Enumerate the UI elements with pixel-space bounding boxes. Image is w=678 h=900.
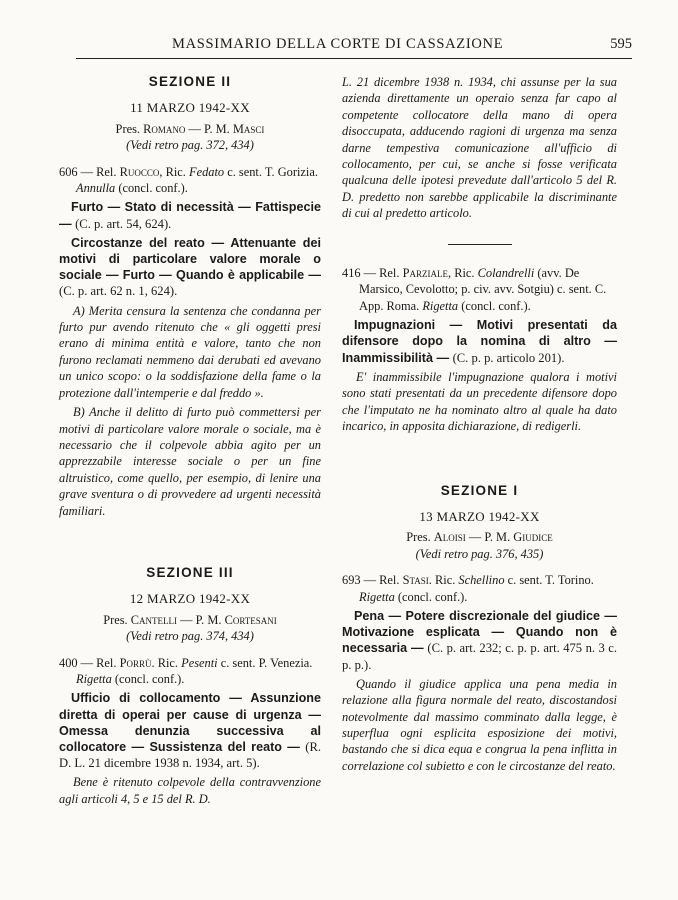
text-run: c. sent. <box>507 573 543 588</box>
case-entry-606 <box>59 164 321 197</box>
maxim-paragraph: Bene è ritenuto colpevole della contravvenzione agli articoli 4, 5 e 15 del R. D. <box>59 775 321 806</box>
text-run: (avv. <box>537 266 562 281</box>
text-run: Colandrelli <box>477 266 535 281</box>
text-run: 400 — Rel. <box>59 655 117 670</box>
text-run: c. sent. P. <box>220 655 268 670</box>
maxim-paragraph-continued: L. 21 dicembre 1938 n. 1934, chi assunse per la sua azienda direttamente un operaio senza far capo al competente collocatore della mano di opera disoccupata, adducendo ragioni di urgenza ma senza darne tempestiva comunicazione all'ufficio di collocamento, per cui, se anche si fosse verificata qualcuna delle ipotesi prevedute dall'articolo 5 del R. D. predetto non sarebbe applicabile la discriminante di cui al predetto articolo. <box>342 75 617 221</box>
text-run: (concl. conf.). <box>118 181 188 196</box>
text-run: T. Torino. <box>545 573 594 588</box>
text-run: (concl. conf.). <box>114 671 185 686</box>
court-composition <box>59 612 321 628</box>
maxim-paragraph: E' inammissibile l'impugnazione qualora i motivi sono stati presentati da un precedente difensore dopo che l'imputato ne ha nominato altro al quale ha dato incarico, in apposita dichiarazione, di redigerli. <box>342 369 617 434</box>
hearing-date: 13 MARZO 1942-XX <box>419 508 540 524</box>
text-run: Pres. <box>103 612 128 627</box>
text-run: Fedato <box>189 164 225 179</box>
headnote <box>59 690 321 771</box>
text-run: Ric. <box>454 266 475 281</box>
text-run: (R. D. L. 21 dicembre 1938 n. 1934, art. 5). <box>59 739 322 771</box>
right-column <box>342 74 617 774</box>
hearing-date: 11 MARZO 1942-XX <box>130 100 250 116</box>
text-run: Giudice <box>513 530 553 545</box>
text-run: (concl. conf.). <box>397 589 468 604</box>
text-run: Rigetta <box>422 298 459 313</box>
text-run: Romano <box>143 121 186 136</box>
section-title: SEZIONE I <box>440 482 519 498</box>
cross-reference: (Vedi retro pag. 372, 434) <box>126 138 254 153</box>
text-run: Ric. <box>434 573 456 588</box>
section-title: SEZIONE II <box>148 74 232 89</box>
court-composition <box>342 529 617 545</box>
text-run: Rigetta <box>76 671 112 686</box>
text-run: 693 — Rel. <box>342 573 400 588</box>
text-run: (C. p. art. 54, 624). <box>75 216 172 231</box>
section-title: SEZIONE III <box>146 564 234 580</box>
text-run: Pres. <box>406 530 431 545</box>
text-run: (C. p. p. articolo 201). <box>452 350 565 365</box>
headnote <box>342 608 617 673</box>
text-run: 416 — Rel. <box>342 266 400 281</box>
text-run: 606 — Rel. <box>59 164 117 179</box>
text-run: (C. p. art. 62 n. 1, 624). <box>59 284 178 299</box>
text-run: — P. M. <box>180 612 222 627</box>
text-run: Pena — Potere discrezionale del giudice — Motivazione esplicata — Quando non è necessaria — <box>342 608 617 656</box>
headnote <box>342 317 617 366</box>
text-run: Aloisi <box>433 530 466 545</box>
text-run: Impugnazioni — Motivi presentati da difensore dopo la nomina di altro — Inammissibilità — <box>342 318 617 365</box>
running-header <box>76 36 632 59</box>
headnote <box>59 199 321 231</box>
text-run: Pesenti <box>181 655 218 670</box>
text-run: Parziale, <box>402 266 452 281</box>
maxim-paragraph-b: B) Anche il delitto di furto può commettersi per motivi di particolare valore morale o sociale, ma è necessario che il colpevole abbia agito per un apprezzabile interesse sociale o per un fine altruistico, come quello, per esempio, di lenire una grave sventura o di provvedere ad urgenti necessità familiari. <box>59 405 321 518</box>
text-run: Cantelli <box>130 612 178 627</box>
maxim-paragraph: Quando il giudice applica una pena media in relazione alla figura normale del reato, discostandosi notevolmente dal massimo comminato dalla legge, è superflua ogni esplicita esposizione dei motivi, bastando che si dica equa e congrua la pena inflitta in correlazione col subietto e con le circostanze del reato. <box>342 676 617 773</box>
headnote <box>59 235 321 300</box>
text-run: — P. M. <box>188 121 230 136</box>
text-run: Schellino <box>458 573 505 588</box>
case-entry-693 <box>342 572 617 605</box>
text-run: Rigetta <box>359 589 395 604</box>
court-composition <box>59 121 321 137</box>
text-run: Furto — Stato di necessità — Fattispecie — <box>59 200 321 231</box>
text-run: Pres. <box>115 121 140 136</box>
text-run: Ric. <box>157 655 179 670</box>
text-run: — P. M. <box>468 530 511 545</box>
text-run: De Marsico, Cevolotto; p. civ. avv. Sotgiu) c. sent. C. App. Roma. <box>359 266 607 313</box>
text-run: Porrù. <box>119 655 155 670</box>
separator-rule <box>448 244 512 245</box>
text-run: Circostanze del reato — Attenuante dei motivi di particolare valore morale o sociale — Furto — Quando è applicabile — <box>59 235 321 283</box>
page-number: 595 <box>610 36 632 52</box>
text-run: Ruocco, <box>119 164 163 179</box>
text-run: Ric. <box>165 164 186 179</box>
text-run: c. sent. <box>227 164 262 179</box>
text-run: Masci <box>232 121 265 136</box>
text-run: Annulla <box>76 181 116 196</box>
text-run: Venezia. <box>270 655 313 670</box>
maxim-paragraph-a: A) Merita censura la sentenza che condanna per furto pur avendo ritenuto che « gli oggetti presi erano di minima entità e valore, tanto che non furono reclamati nemmeno dai derubati ed avevano un unico scopo: o la soddisfazione della fame o la protezione dall'intemperie e dal freddo ». <box>59 303 321 400</box>
cross-reference: (Vedi retro pag. 376, 435) <box>415 546 544 561</box>
text-run: (C. p. art. 232; c. p. p. art. 475 n. 3 c. p. p.). <box>342 641 618 672</box>
text-run: (concl. conf.). <box>461 298 531 313</box>
cross-reference: (Vedi retro pag. 374, 434) <box>126 629 254 644</box>
case-entry-400 <box>59 655 321 688</box>
left-column <box>59 74 321 807</box>
text-run: Cortesani <box>224 612 277 627</box>
text-run: T. Gorizia. <box>264 164 318 179</box>
running-title: MASSIMARIO DELLA CORTE DI CASSAZIONE <box>172 36 504 52</box>
text-run: Ufficio di collocamento — Assunzione diretta di operai per cause di urgenza — Omessa denunzia successiva al collocatore — Sussistenza del reato — <box>59 691 321 754</box>
hearing-date: 12 MARZO 1942-XX <box>129 591 251 607</box>
text-run: Stasi. <box>402 573 432 588</box>
case-entry-416 <box>342 265 617 314</box>
